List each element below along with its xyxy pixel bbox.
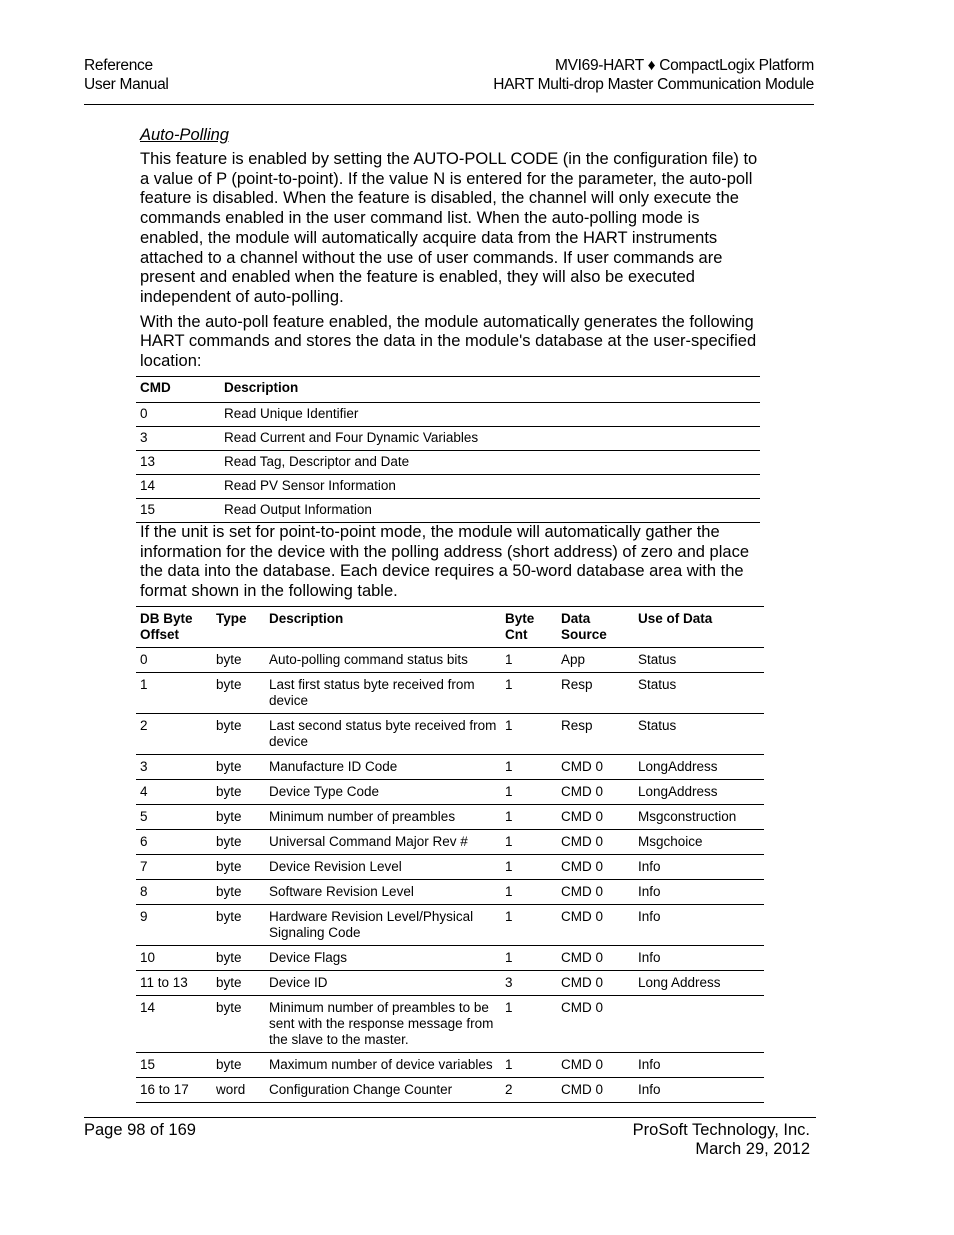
db-table-body <box>136 648 764 1103</box>
cmd-header-description: Description <box>220 377 760 403</box>
section-title: Auto-Polling <box>140 126 229 144</box>
footer-date: March 29, 2012 <box>695 1140 810 1158</box>
footer-right <box>633 1121 810 1159</box>
cmd-cell: 15 <box>136 499 220 523</box>
db-use-of-data-cell: Info <box>634 905 764 946</box>
db-byte-cnt-cell: 1 <box>501 996 557 1053</box>
table-row <box>136 714 764 755</box>
db-description-cell: Universal Command Major Rev # <box>265 830 501 855</box>
db-use-of-data-cell: Info <box>634 1078 764 1103</box>
db-description-cell: Configuration Change Counter <box>265 1078 501 1103</box>
db-offset-cell: 4 <box>136 780 212 805</box>
cmd-description-cell: Read Output Information <box>220 499 760 523</box>
db-data-source-cell: App <box>557 648 634 673</box>
db-type-cell: byte <box>212 971 265 996</box>
table-row <box>136 855 764 880</box>
db-use-of-data-cell: Status <box>634 673 764 714</box>
header-right <box>493 56 814 94</box>
cmd-description-cell: Read Current and Four Dynamic Variables <box>220 427 760 451</box>
table-row <box>136 946 764 971</box>
db-byte-cnt-cell: 1 <box>501 673 557 714</box>
main-content <box>140 124 765 372</box>
db-byte-cnt-cell: 1 <box>501 780 557 805</box>
table-row <box>136 971 764 996</box>
cmd-description-cell: Read Tag, Descriptor and Date <box>220 451 760 475</box>
db-data-source-cell: CMD 0 <box>557 1053 634 1078</box>
db-data-source-cell: CMD 0 <box>557 1078 634 1103</box>
header-user-manual: User Manual <box>84 76 169 93</box>
db-data-source-cell: CMD 0 <box>557 880 634 905</box>
table-row <box>136 755 764 780</box>
table-row <box>136 1053 764 1078</box>
db-data-source-cell: CMD 0 <box>557 780 634 805</box>
db-header-offset: DB Byte Offset <box>136 607 212 648</box>
header-reference: Reference <box>84 57 153 74</box>
db-type-cell: byte <box>212 714 265 755</box>
db-description-cell: Hardware Revision Level/Physical Signaling Code <box>265 905 501 946</box>
cmd-header-cmd: CMD <box>136 377 220 403</box>
db-use-of-data-cell: Info <box>634 1053 764 1078</box>
cmd-cell: 14 <box>136 475 220 499</box>
db-byte-cnt-cell: 1 <box>501 648 557 673</box>
db-offset-cell: 11 to 13 <box>136 971 212 996</box>
db-type-cell: byte <box>212 996 265 1053</box>
db-data-source-cell: CMD 0 <box>557 805 634 830</box>
db-description-cell: Device ID <box>265 971 501 996</box>
page-header <box>84 56 814 105</box>
db-type-cell: byte <box>212 946 265 971</box>
db-description-cell: Last second status byte received from device <box>265 714 501 755</box>
db-offset-cell: 2 <box>136 714 212 755</box>
db-byte-cnt-cell: 1 <box>501 830 557 855</box>
db-byte-cnt-cell: 1 <box>501 880 557 905</box>
db-offset-cell: 5 <box>136 805 212 830</box>
db-offset-cell: 16 to 17 <box>136 1078 212 1103</box>
db-use-of-data-cell: Status <box>634 714 764 755</box>
db-description-cell: Auto-polling command status bits <box>265 648 501 673</box>
paragraph-autopoll-commands: With the auto-poll feature enabled, the module automatically generates the following HART commands and stores the data in the module's database at the user-specified location: <box>140 312 757 371</box>
db-description-cell: Manufacture ID Code <box>265 755 501 780</box>
db-type-cell: byte <box>212 673 265 714</box>
db-header-byte-cnt: Byte Cnt <box>501 607 557 648</box>
db-type-cell: byte <box>212 830 265 855</box>
cmd-table-header <box>136 377 760 403</box>
table-row <box>136 905 764 946</box>
db-header-data-source: Data Source <box>557 607 634 648</box>
db-data-source-cell: CMD 0 <box>557 971 634 996</box>
db-type-cell: byte <box>212 648 265 673</box>
db-type-cell: byte <box>212 880 265 905</box>
paragraph3-wrapper <box>140 523 765 602</box>
db-offset-cell: 8 <box>136 880 212 905</box>
table-row <box>136 1078 764 1103</box>
table-row <box>136 880 764 905</box>
header-left <box>84 56 169 94</box>
db-description-cell: Last first status byte received from device <box>265 673 501 714</box>
db-type-cell: word <box>212 1078 265 1103</box>
cmd-description-cell: Read PV Sensor Information <box>220 475 760 499</box>
db-table-header <box>136 607 764 648</box>
db-offset-cell: 1 <box>136 673 212 714</box>
db-byte-cnt-cell: 1 <box>501 946 557 971</box>
db-offset-cell: 3 <box>136 755 212 780</box>
db-byte-cnt-cell: 3 <box>501 971 557 996</box>
db-data-source-cell: Resp <box>557 673 634 714</box>
db-byte-cnt-cell: 1 <box>501 855 557 880</box>
cmd-table <box>136 376 760 523</box>
table-row <box>136 996 764 1053</box>
cmd-cell: 0 <box>136 403 220 427</box>
db-header-use-of-data: Use of Data <box>634 607 764 648</box>
db-data-source-cell: CMD 0 <box>557 855 634 880</box>
db-offset-cell: 15 <box>136 1053 212 1078</box>
db-offset-cell: 10 <box>136 946 212 971</box>
db-data-source-cell: CMD 0 <box>557 755 634 780</box>
db-description-cell: Device Revision Level <box>265 855 501 880</box>
db-data-source-cell: Resp <box>557 714 634 755</box>
db-type-cell: byte <box>212 855 265 880</box>
db-type-cell: byte <box>212 780 265 805</box>
table-row <box>136 475 760 499</box>
db-offset-cell: 7 <box>136 855 212 880</box>
db-byte-cnt-cell: 1 <box>501 714 557 755</box>
paragraph-point-to-point: If the unit is set for point-to-point mode, the module will automatically gather the information for the device with the polling address (short address) of zero and place the data into the database. Each device requires a 50-word database area with the format shown in the following table. <box>140 523 749 601</box>
db-byte-cnt-cell: 1 <box>501 755 557 780</box>
db-use-of-data-cell: Info <box>634 855 764 880</box>
table-row <box>136 830 764 855</box>
db-byte-cnt-cell: 1 <box>501 1053 557 1078</box>
db-offset-cell: 6 <box>136 830 212 855</box>
db-use-of-data-cell: LongAddress <box>634 755 764 780</box>
db-description-cell: Software Revision Level <box>265 880 501 905</box>
db-byte-cnt-cell: 2 <box>501 1078 557 1103</box>
db-byte-cnt-cell: 1 <box>501 805 557 830</box>
db-description-cell: Device Flags <box>265 946 501 971</box>
db-byte-cnt-cell: 1 <box>501 905 557 946</box>
db-use-of-data-cell: Long Address <box>634 971 764 996</box>
db-type-cell: byte <box>212 755 265 780</box>
table-row <box>136 403 760 427</box>
header-module: HART Multi-drop Master Communication Module <box>493 76 814 93</box>
db-type-cell: byte <box>212 805 265 830</box>
table-row <box>136 780 764 805</box>
db-header-description: Description <box>265 607 501 648</box>
cmd-cell: 3 <box>136 427 220 451</box>
db-description-cell: Device Type Code <box>265 780 501 805</box>
db-table <box>136 606 764 1103</box>
db-use-of-data-cell: Info <box>634 880 764 905</box>
cmd-cell: 13 <box>136 451 220 475</box>
db-type-cell: byte <box>212 905 265 946</box>
table-row <box>136 673 764 714</box>
db-offset-cell: 14 <box>136 996 212 1053</box>
table-row <box>136 427 760 451</box>
db-data-source-cell: CMD 0 <box>557 996 634 1053</box>
db-use-of-data-cell <box>634 996 764 1053</box>
db-data-source-cell: CMD 0 <box>557 905 634 946</box>
db-use-of-data-cell: Status <box>634 648 764 673</box>
db-type-cell: byte <box>212 1053 265 1078</box>
db-offset-cell: 0 <box>136 648 212 673</box>
db-data-source-cell: CMD 0 <box>557 946 634 971</box>
db-description-cell: Minimum number of preambles to be sent with the response message from the slave to the master. <box>265 996 501 1053</box>
page-footer <box>84 1117 816 1158</box>
footer-page-number: Page 98 of 169 <box>84 1121 196 1139</box>
db-description-cell: Minimum number of preambles <box>265 805 501 830</box>
paragraph-autopoll-description: This feature is enabled by setting the AUTO-POLL CODE (in the configuration file) to a value of P (point-to-point). If the value N is entered for the parameter, the auto-poll feature is disabled. When the feature is disabled, the channel will only execute the commands enabled in the user command list. When the auto-polling mode is enabled, the module will automatically acquire data from the HART instruments attached to a channel without the use of user commands. If user commands are present and enabled when the feature is enabled, they will also be executed independent of auto-polling. <box>140 150 758 306</box>
db-data-source-cell: CMD 0 <box>557 830 634 855</box>
table-row <box>136 805 764 830</box>
db-use-of-data-cell: Msgconstruction <box>634 805 764 830</box>
db-description-cell: Maximum number of device variables <box>265 1053 501 1078</box>
db-use-of-data-cell: LongAddress <box>634 780 764 805</box>
table-row <box>136 499 760 523</box>
table-row <box>136 648 764 673</box>
cmd-description-cell: Read Unique Identifier <box>220 403 760 427</box>
db-offset-cell: 9 <box>136 905 212 946</box>
table-row <box>136 451 760 475</box>
db-use-of-data-cell: Info <box>634 946 764 971</box>
header-product: MVI69-HART ♦ CompactLogix Platform <box>554 57 814 74</box>
db-header-type: Type <box>212 607 265 648</box>
db-use-of-data-cell: Msgchoice <box>634 830 764 855</box>
footer-company: ProSoft Technology, Inc. <box>632 1121 810 1139</box>
